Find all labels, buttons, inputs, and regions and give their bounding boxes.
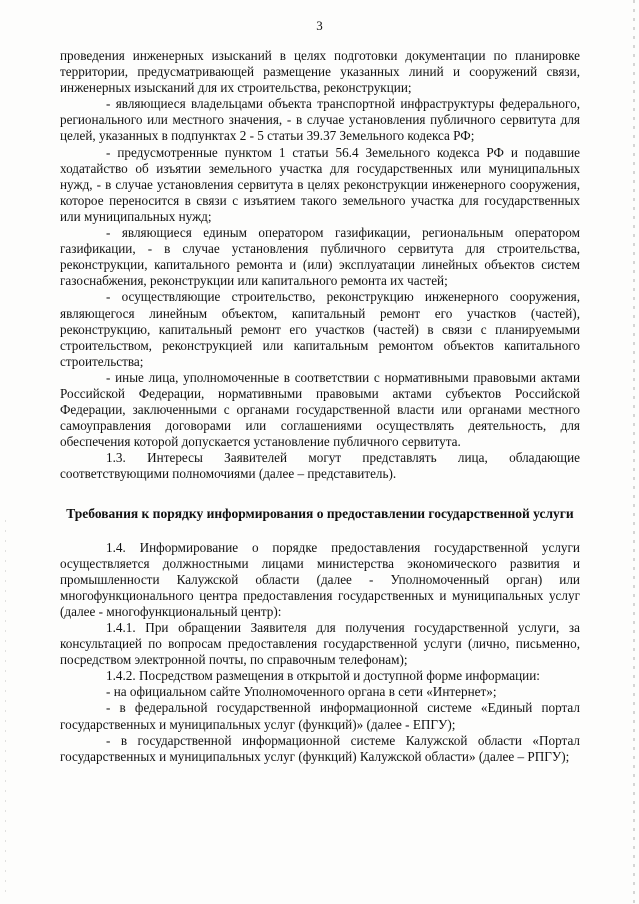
paragraph: - в государственной информационной системе Калужской области «Портал государственных и муниципальных услуг (функций) Калужской области» (далее – РПГУ); <box>60 732 580 764</box>
paragraph: - являющиеся владельцами объекта транспортной инфраструктуры федерального, регионального или местного значения, - в случае установления публичного сервитута для целей, указанных в подпунктах 2 - 5 статьи 39.37 Земельного кодекса РФ; <box>60 96 580 144</box>
scan-edge-right <box>633 0 635 904</box>
paragraph: - предусмотренные пунктом 1 статьи 56.4 Земельного кодекса РФ и подавшие ходатайство об изъятии земельного участка для государственных или муниципальных нужд, - в случае установления сервитута в целях реконструкции инженерного сооружения, которое переносится в связи с изъятием такого земельного участка для государственных или муниципальных нужд; <box>60 144 580 224</box>
section-heading: Требования к порядку информирования о предоставлении государственной услуги <box>66 505 574 521</box>
paragraph: 1.3. Интересы Заявителей могут представлять лица, обладающие соответствующими полномочиями (далее – представитель). <box>60 450 580 482</box>
paragraph: 1.4.2. Посредством размещения в открытой и доступной форме информации: <box>106 668 540 684</box>
paragraph: - осуществляющие строительство, реконструкцию инженерного сооружения, являющегося линейным объектом, капитальный ремонт его участков (частей), реконструкцию, капитальный ремонт его участков (частей) в связи с планируемыми строительством, реконструкцией или капитальным ремонтом объектов капитального строительства; <box>60 289 580 369</box>
paragraph: - являющиеся единым оператором газификации, региональным оператором газификации, - в случае установления публичного сервитута для строительства, реконструкции, капитального ремонта и (или) эксплуатации линейных объектов систем газоснабжения, реконструкции или капитального ремонта их частей; <box>60 225 580 289</box>
paragraph: проведения инженерных изысканий в целях подготовки документации по планировке территории, предусматривающей размещение указанных линий и сооружений связи, инженерных изысканий для их строительства, реконструкции; <box>60 48 580 96</box>
page-number: 3 <box>316 18 323 33</box>
document-body <box>60 48 580 765</box>
paragraph: - иные лица, уполномоченные в соответствии с нормативными правовыми актами Российской Федерации, нормативными правовыми актами субъектов Российской Федерации, заключенными с органами государственной власти или органами местного самоуправления договорами или соглашениями осуществлять деятельность, для обеспечения которой допускается установление публичного сервитута. <box>60 369 580 450</box>
scan-edge-left <box>5 520 6 900</box>
paragraph: - на официальном сайте Уполномоченного органа в сети «Интернет»; <box>106 684 497 700</box>
paragraph: - в федеральной государственной информационной системе «Единый портал государственных и муниципальных услуг (функций)» (далее - ЕПГУ); <box>60 700 580 732</box>
paragraph: 1.4. Информирование о порядке предоставления государственной услуги осуществляется должностными лицами министерства экономического развития и промышленности Калужской области (далее - Уполномоченный орган) или многофункционального центра предоставления государственных и муниципальных услуг (далее - многофункциональный центр): <box>60 539 580 619</box>
paragraph: 1.4.1. При обращении Заявителя для получения государственной услуги, за консультацией по вопросам предоставления государственной услуги (лично, письменно, посредством электронной почты, по справочным телефонам); <box>60 620 580 668</box>
